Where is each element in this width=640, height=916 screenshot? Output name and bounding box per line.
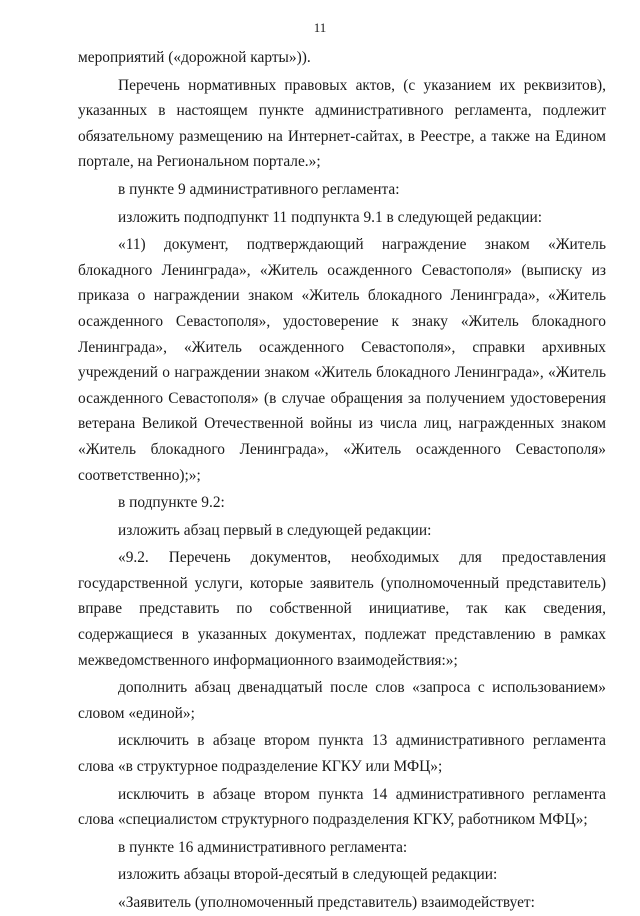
paragraph: «11) документ, подтверждающий награждение знаком «Житель блокадного Ленинграда», «Житель осажденного Севастополя» (выписку из приказа о награждении знаком «Житель блокадного Ленинграда», «Житель осажденного Севастополя», удостоверение к знаку «Житель блокадного Ленинграда», «Житель осажденного Севастополя», справки архивных учреждений о награждении знаком «Житель блокадного Ленинграда», «Житель осажденного Севастополя» (в случае обращения за получением удостоверения ветерана Великой Отечественной войны из числа лиц, награжденных знаком «Житель блокадного Ленинграда», «Житель осажденного Севастополя» соответственно);»; [78,236,606,484]
paragraph: исключить в абзаце втором пункта 14 административного регламента слова «специалистом структурного подразделения КГКУ, работником МФЦ»; [78,785,606,829]
paragraph: исключить в абзаце втором пункта 13 административного регламента слова «в структурное подразделение КГКУ или МФЦ»; [78,732,606,776]
paragraph: изложить абзац первый в следующей редакции: [118,521,432,539]
document-body [78,45,606,916]
paragraph: в пункте 9 административного регламента: [118,180,400,198]
paragraph: «9.2. Перечень документов, необходимых для предоставления государственной услуги, которые заявитель (уполномоченный представитель) вправе представить по собственной инициативе, так как сведения, содержащиеся в указанных документах, подлежат представлению в рамках межведомственного информационного взаимодействия:»; [78,549,606,669]
paragraph: дополнить абзац двенадцатый после слов «запроса с использованием» словом «единой»; [78,679,606,722]
paragraph: в подпункте 9.2: [118,494,225,512]
paragraph: в пункте 16 административного регламента: [118,838,408,856]
page-number: 11 [313,20,327,35]
paragraph: Перечень нормативных правовых актов, (с указанием их реквизитов), указанных в настоящем пункте административного регламента, подлежит обязательному размещению на Интернет-сайтах, в Реестре, а также на Едином портале, на Региональном портале.»; [78,76,606,171]
paragraph: «Заявитель (уполномоченный представитель) взаимодействует: [118,894,535,911]
paragraph: мероприятий («дорожной карты»)). [78,49,311,66]
paragraph: изложить подподпункт 11 подпункта 9.1 в следующей редакции: [118,208,543,226]
paragraph: изложить абзацы второй-десятый в следующей редакции: [118,866,498,884]
